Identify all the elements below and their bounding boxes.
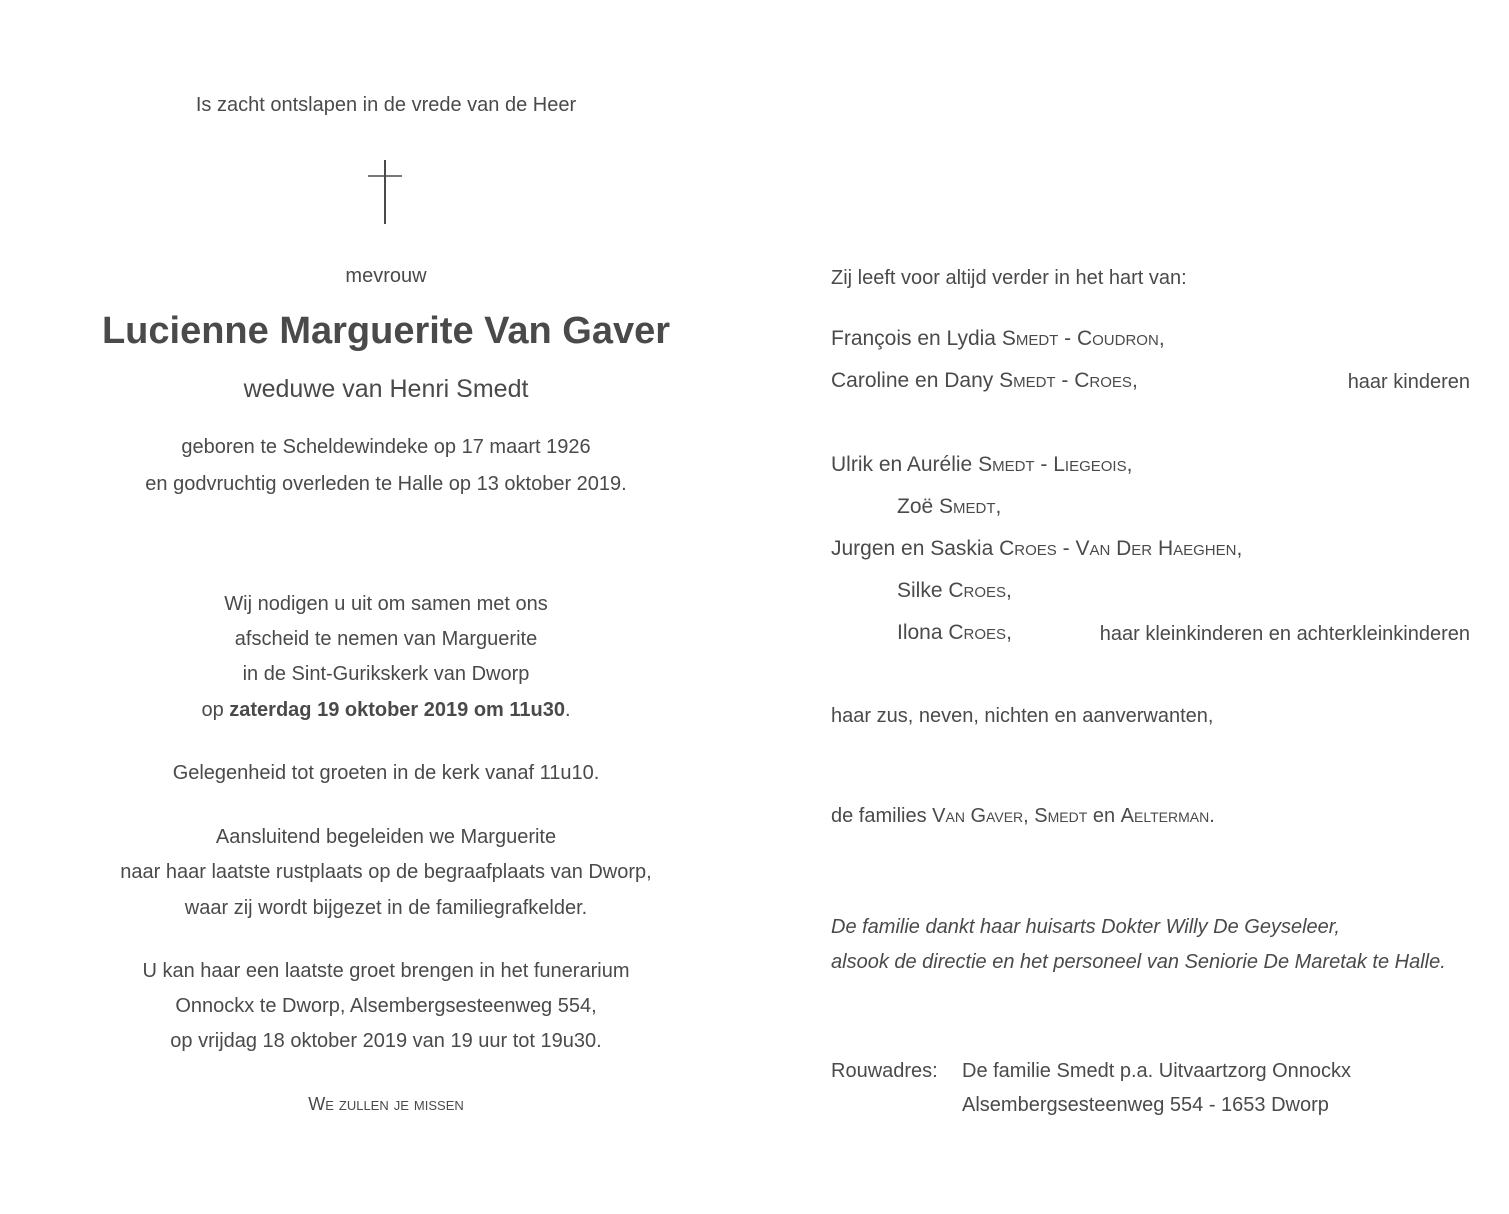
grandchild-punct: , [1126, 453, 1133, 476]
invite-line-4 [86, 699, 686, 722]
mourners-heading: Zij leeft voor altijd verder in het hart van: [831, 267, 1187, 289]
child-punct: , [1131, 369, 1138, 392]
grandchild-first-names: Ilona [897, 621, 949, 644]
grandchild-line [897, 495, 1001, 519]
widow-line: weduwe van Henri Smedt [243, 375, 529, 403]
cross-icon [368, 160, 402, 224]
invite-prefix: op [201, 699, 230, 721]
child-line [831, 327, 1165, 351]
greeting-line: Gelegenheid tot groeten in de kerk vanaf 11u10. [172, 762, 600, 784]
deceased-name: Lucienne Marguerite Van Gaver [101, 310, 671, 352]
grandchild-line [831, 537, 1242, 561]
address-line-1: De familie Smedt p.a. Uitvaartzorg Onnockx [962, 1060, 1352, 1082]
burial-line-1: Aansluitend begeleiden we Marguerite [215, 826, 557, 848]
grandchild-first-names: Zoë [897, 495, 940, 518]
child-line [831, 369, 1138, 393]
grandchild-punct: , [1236, 537, 1243, 560]
invite-suffix: . [564, 699, 571, 721]
grandchild-line [897, 579, 1012, 603]
grandchildren-label: haar kleinkinderen en achterkleinkinderen [1099, 623, 1470, 645]
thanks-line-1: De familie dankt haar huisarts Dokter Willy De Geyseleer, [831, 916, 1340, 938]
funerarium-line-2: Onnockx te Dworp, Alsembergsesteenweg 554, [175, 995, 597, 1017]
invite-line-2: afscheid te nemen van Marguerite [234, 628, 538, 650]
intro-text: Is zacht ontslapen in de vrede van de Heer [195, 94, 577, 116]
thanks-line-2: alsook de directie en het personeel van Seniorie De Maretak te Halle. [831, 951, 1446, 973]
funerarium-line-1: U kan haar een laatste groet brengen in het funerarium [142, 960, 630, 982]
child-first-names: François en Lydia [831, 327, 1002, 350]
child-family-name: Smedt - Coudron [1001, 327, 1159, 350]
grandchild-punct: , [1006, 621, 1012, 644]
relatives-line: haar zus, neven, nichten en aanverwanten, [831, 705, 1214, 727]
families-separator: en [1087, 805, 1121, 827]
grandchild-line [897, 621, 1012, 645]
grandchild-first-names: Silke [897, 579, 949, 602]
died-line: en godvruchtig overleden te Halle op 13 oktober 2019. [145, 473, 627, 495]
address-line-2: Alsembergsesteenweg 554 - 1653 Dworp [962, 1094, 1329, 1116]
grandchild-family-name: Croes [948, 621, 1007, 644]
family-name: Van Gaver [932, 805, 1024, 827]
closing-line: We zullen je missen [308, 1094, 464, 1114]
children-label: haar kinderen [1347, 371, 1470, 393]
child-first-names: Caroline en Dany [831, 369, 1000, 392]
families-line [831, 805, 1215, 828]
family-name: Smedt [1034, 805, 1088, 827]
born-line: geboren te Scheldewindeke op 17 maart 1926 [181, 436, 591, 458]
address-label: Rouwadres: [831, 1060, 938, 1082]
grandchild-punct: , [1006, 579, 1012, 602]
grandchild-line [831, 453, 1132, 477]
grandchild-family-name: Smedt - Liegeois [978, 453, 1127, 476]
grandchild-family-name: Smedt [939, 495, 996, 518]
families-suffix: . [1209, 805, 1215, 827]
grandchild-family-name: Croes - Van Der Haeghen [999, 537, 1237, 560]
grandchild-first-names: Ulrik en Aurélie [831, 453, 979, 476]
families-prefix: de families [831, 805, 933, 827]
grandchild-first-names: Jurgen en Saskia [831, 537, 1000, 560]
grandchild-punct: , [995, 495, 1002, 518]
child-family-name: Smedt - Croes [999, 369, 1132, 392]
invite-line-1: Wij nodigen u uit om samen met ons [224, 593, 548, 615]
burial-line-2: naar haar laatste rustplaats op de begraafplaats van Dworp, [120, 861, 652, 883]
ceremony-datetime: zaterdag 19 oktober 2019 om 11u30 [229, 699, 565, 721]
funerarium-line-3: op vrijdag 18 oktober 2019 van 19 uur tot 19u30. [170, 1030, 602, 1052]
burial-line-3: waar zij wordt bijgezet in de familiegrafkelder. [184, 897, 588, 919]
invite-line-3: in de Sint-Gurikskerk van Dworp [242, 663, 530, 685]
family-name: Aelterman [1120, 805, 1210, 827]
grandchild-family-name: Croes [948, 579, 1007, 602]
child-punct: , [1158, 327, 1165, 350]
families-separator: , [1023, 805, 1035, 827]
title-prefix: mevrouw [345, 265, 427, 287]
